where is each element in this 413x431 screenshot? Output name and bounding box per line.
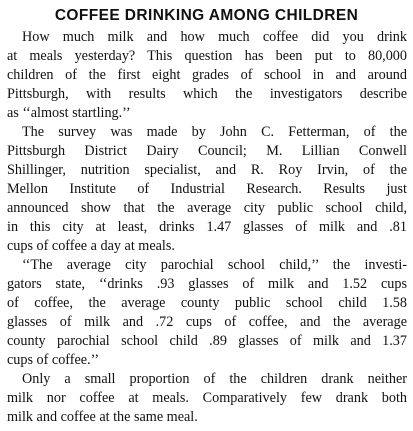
- paragraph-3-line-1: ‘‘The average city parochial school child,’’ the investi-: [22, 257, 407, 273]
- paragraph-2-line-2: Pittsburgh District Dairy Council; M. Lillian Conwell: [7, 143, 407, 159]
- article-title: COFFEE DRINKING AMONG CHILDREN: [54, 7, 359, 24]
- paragraph-4-line-1: Only a small proportion of the children drank neither: [22, 371, 407, 387]
- paragraph-3-line-6: cups of coffee.’’: [7, 352, 100, 368]
- paragraph-4-line-3: milk and coffee at the same meal.: [7, 409, 198, 425]
- paragraph-1-line-2: at meals yesterday? This question has been put to 80,000: [7, 48, 407, 64]
- paragraph-3-line-5: county parochial school child .89 glasses of milk and 1.37: [7, 333, 407, 349]
- paragraph-1-line-3: children of the first eight grades of school in and around: [7, 67, 407, 83]
- paragraph-2-line-3: Shillinger, nutrition specialist, and R. Roy Irvin, of the: [7, 162, 407, 178]
- paragraph-2-line-6: in this city at least, drinks 1.47 glasses of milk and .81: [7, 219, 407, 235]
- paragraph-2-line-5: announced show that the average city public school child,: [7, 200, 407, 216]
- paragraph-2-line-7: cups of coffee a day at meals.: [7, 238, 175, 254]
- paragraph-3-line-4: glasses of milk and .72 cups of coffee, and the average: [7, 314, 407, 330]
- paragraph-2-line-1: The survey was made by John C. Fetterman, of the: [22, 124, 407, 140]
- paragraph-3-line-2: gators state, ‘‘drinks .93 glasses of milk and 1.52 cups: [7, 276, 407, 292]
- paragraph-1-line-4: Pittsburgh, with results which the investigators describe: [7, 86, 407, 102]
- paragraph-2-line-4: Mellon Institute of Industrial Research. Results just: [7, 181, 407, 197]
- paragraph-4-line-2: milk nor coffee at meals. Comparatively few drank both: [7, 390, 407, 406]
- paragraph-3-line-3: of coffee, the average county public school child 1.58: [7, 295, 407, 311]
- paragraph-1-line-1: How much milk and how much coffee did you drink: [22, 29, 407, 45]
- paragraph-1-line-5: as ‘‘almost startling.’’: [7, 105, 131, 121]
